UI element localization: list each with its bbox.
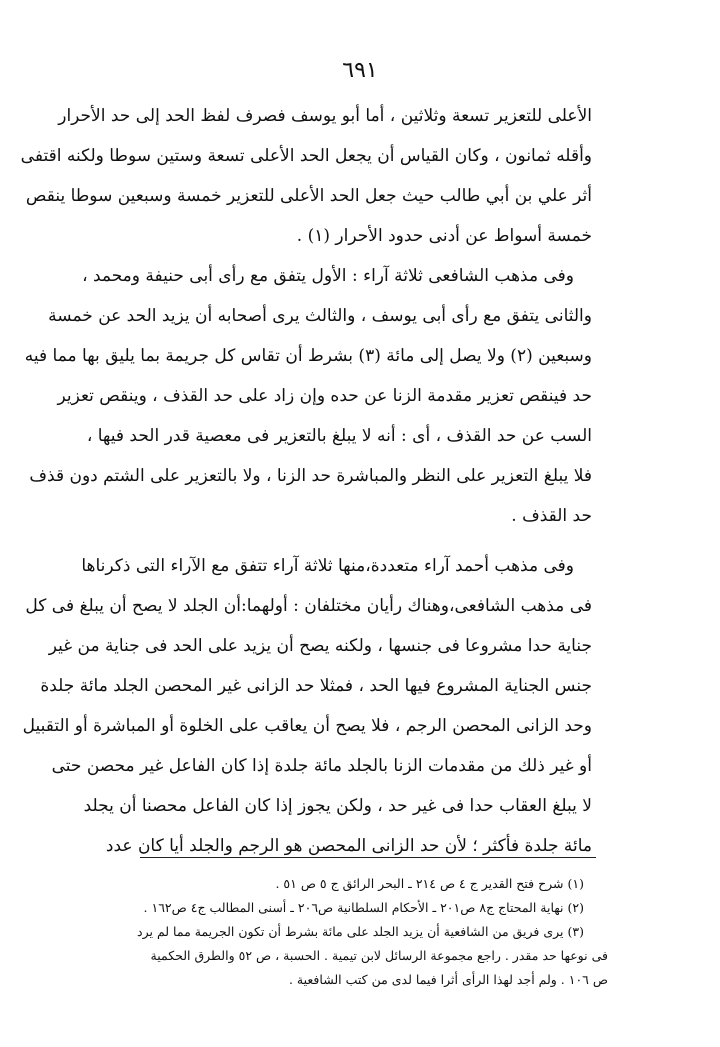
footnote-2: (٢) نهاية المحتاج ج٨ ص٢٠١ ـ الأحكام السلطانية ص٢٠٦ ـ أسنى المطالب ج٤ ص١٦٢ . [143,900,584,915]
footnote-1: (١) شرح فتح القدير ج ٤ ص ٢١٤ ـ البحر الرائق ج ٥ ص ٥١ . [275,876,584,891]
text-line: وفى مذهب أحمد آراء متعددة،منها ثلاثة آراء تتفق مع الآراء التى ذكرناها [81,556,574,576]
footnote-3-continued: فى نوعها حد مقدر . راجع مجموعة الرسائل لابن تيمية . الحسبة ، ص ٥٢ والطرق الحكمية [150,948,608,963]
text-line: الأعلى للتعزير تسعة وثلاثين ، أما أبو يوسف فصرف لفظ الحد إلى حد الأحرار [58,106,592,126]
text-line: فى مذهب الشافعى،وهناك رأيان مختلفان : أولهما:أن الجلد لا يصح أن يبلغ فى كل [25,596,592,616]
text-line: أو غير ذلك من مقدمات الزنا بالجلد مائة جلدة إذا كان الفاعل غير محصن حتى [51,756,592,776]
paragraph-3 [22,546,592,866]
footnote-3-continued: ص ١٠٦ . ولم أجد لهذا الرأى أثرا فيما لدى من كتب الشافعية . [288,972,608,987]
text-line: لا يبلغ العقاب حدا فى غير حد ، ولكن يجوز إذا كان الفاعل محصنا أن يجلد [83,796,592,816]
text-line: وفى مذهب الشافعى ثلاثة آراء : الأول يتفق مع رأى أبى حنيفة ومحمد ، [82,266,574,286]
text-line: جنس الجناية المشروع فيها الحد ، فمثلا حد الزانى غير المحصن الجلد مائة جلدة [40,676,592,696]
footnotes [108,872,608,992]
page-number: ٦٩١ [342,58,378,83]
text-line: مائة جلدة فأكثر ؛ لأن حد الزانى المحصن هو الرجم والجلد أيا كان عدد [105,836,592,856]
main-text [20,96,592,866]
text-line: فلا يبلغ التعزير على النظر والمباشرة حد الزنا ، ولا بالتعزير على الشتم دون قذف [29,466,592,486]
text-line: حد فينقص تعزير مقدمة الزنا عن حده وإن زاد على حد القذف ، وينقص تعزير [57,386,592,406]
text-line: والثانى يتفق مع رأى أبى يوسف ، والثالث يرى أصحابه أن يزيد الحد عن خمسة [48,306,592,326]
paragraph-gap [112,536,592,546]
text-line: وأقله ثمانون ، وكان القياس أن يجعل الحد الأعلى تسعة وستين سوطا ولكنه اقتفى [20,146,592,166]
text-line: أثر علي بن أبي طالب حيث جعل الحد الأعلى للتعزير خمسة وسبعين سوطا ينقص [25,186,592,206]
paragraph-1 [20,96,592,256]
text-line: وسبعين (٢) ولا يصل إلى مائة (٣) بشرط أن تقاس كل جريمة بما يليق بها مما فيه [24,346,592,366]
text-line: وحد الزانى المحصن الرجم ، فلا يصح أن يعاقب على الخلوة أو المباشرة أو التقبيل [22,716,592,736]
text-line: السب عن حد القذف ، أى : أنه لا يبلغ بالتعزير فى معصية قدر الحد فيها ، [86,426,592,446]
text-line: حد القذف . [511,506,592,526]
footnote-separator [140,857,596,858]
footnote-3: (٣) يرى فريق من الشافعية أن يزيد الجلد على مائة بشرط أن تكون الجريمة مما لم يرد [137,924,584,939]
paragraph-2 [24,256,592,536]
text-line: جناية حدا مشروعا فى جنسها ، ولكنه يصح أن يزيد على الحد فى جناية من غير [48,636,592,656]
text-line: خمسة أسواط عن أدنى حدود الأحرار (١) . [296,226,592,246]
